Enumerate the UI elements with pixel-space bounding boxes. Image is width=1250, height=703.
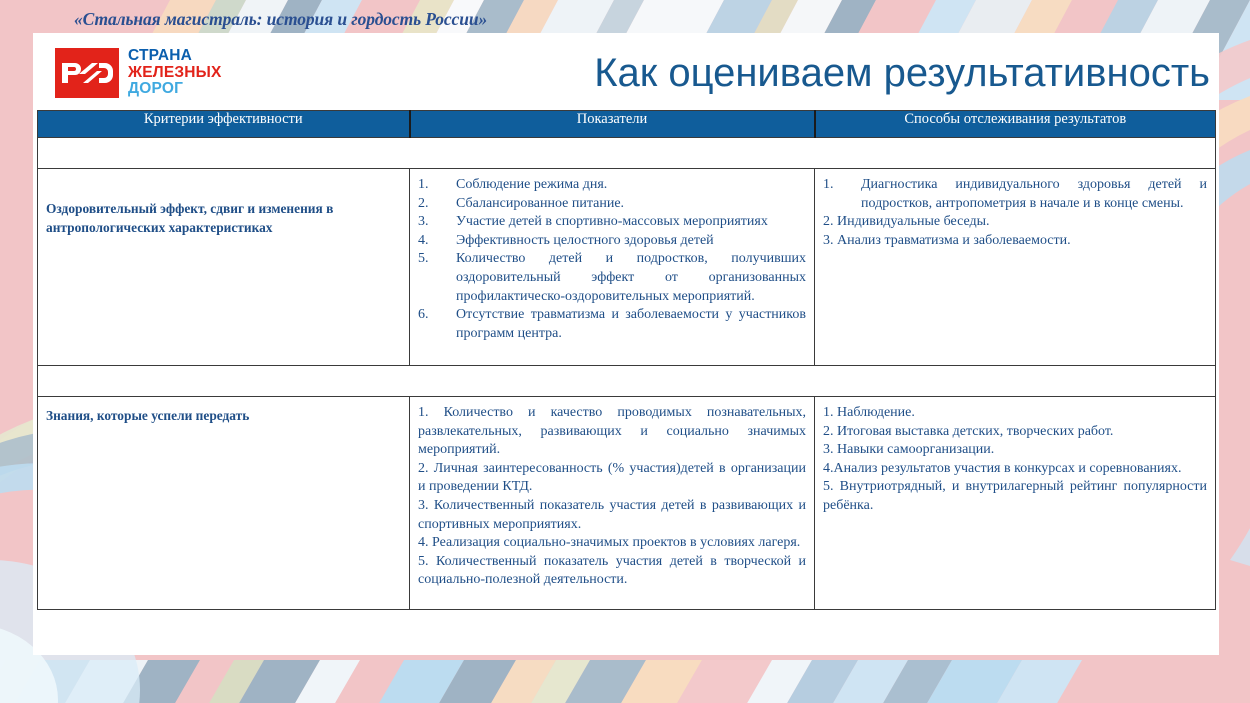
cell-methods (815, 169, 1216, 366)
list-item: 2. Итоговая выставка детских, творческих работ. (823, 423, 1114, 439)
list-marker: 1. (823, 177, 834, 192)
list-marker: 3. (418, 214, 429, 230)
method-list (823, 404, 1207, 516)
table-header-row (38, 111, 1216, 138)
list-text: Количество детей и подростков, получивших оздоровительный эффект от организованных профилактическо-оздоровительных мероприятий. (456, 251, 806, 304)
method-list (823, 176, 1207, 250)
list-item (418, 195, 806, 214)
list-marker: 6. (418, 307, 429, 323)
list-item: 5. Количественный показатель участия детей в творческой и социально-полезной деятельности. (418, 553, 806, 588)
rzd-logo-wordmark (128, 48, 222, 98)
deck-banner-title: «Стальная магистраль: история и гордость России» (74, 9, 488, 29)
list-marker: 1. (418, 177, 429, 192)
logo-line-3: ДОРОГ (128, 80, 184, 97)
table-row (38, 397, 1216, 610)
list-marker: 5. (418, 251, 429, 267)
list-item: 3. Анализ травматизма и заболеваемости. (823, 232, 1071, 248)
logo-line-2: ЖЕЛЕЗНЫХ (128, 63, 222, 81)
column-header-criteria: Критерии эффективности (38, 111, 410, 138)
list-text: Соблюдение режима дня. (456, 177, 608, 192)
list-marker: 2. (418, 195, 429, 211)
rzd-mark-icon (55, 48, 119, 98)
list-item: 2. Личная заинтересованность (% участия)детей в организации и проведении КТД. (418, 460, 806, 495)
list-text: Участие детей в спортивно-массовых мероприятиях (456, 214, 768, 230)
cell-criterion (38, 397, 410, 610)
list-text: Отсутствие травматизма и заболеваемости у участников программ центра. (456, 307, 806, 341)
list-item: 1. Наблюдение. (823, 405, 915, 420)
table-head (38, 111, 1216, 138)
list-item (418, 176, 806, 195)
spacer-row (38, 138, 1216, 169)
list-text: Диагностика индивидуального здоровья детей и подростков, антропометрия в начале и в конце смены. (861, 177, 1207, 211)
list-item (823, 176, 1207, 213)
criterion-text: Знания, которые успели передать (46, 408, 250, 423)
column-header-indicators: Показатели (410, 111, 815, 138)
list-item: 3. Навыки самоорганизации. (823, 442, 995, 458)
list-item: 2. Индивидуальные беседы. (823, 214, 990, 230)
list-item: 4. Реализация социально-значимых проектов в условиях лагеря. (418, 535, 801, 551)
cell-criterion (38, 169, 410, 366)
list-item: 1. Количество и качество проводимых познавательных, развлекательных, развивающих и социально значимых мероприятий. (418, 405, 806, 458)
cell-methods (815, 397, 1216, 610)
results-table-wrapper (37, 110, 1215, 610)
rzd-logo (55, 48, 222, 98)
spacer-cell (38, 366, 1216, 397)
slide-title: Как оцениваем результативность (594, 51, 1210, 95)
table-row (38, 169, 1216, 366)
list-text: Эффективность целостного здоровья детей (456, 232, 714, 248)
cell-indicators (410, 397, 815, 610)
table-body (38, 138, 1216, 610)
cell-indicators (410, 169, 815, 366)
list-item (418, 213, 806, 232)
list-item (418, 232, 806, 251)
list-item (418, 250, 806, 306)
spacer-row (38, 366, 1216, 397)
spacer-cell (38, 138, 1216, 169)
list-item: 4.Анализ результатов участия в конкурсах и соревнованиях. (823, 460, 1182, 476)
column-header-methods: Способы отслеживания результатов (815, 111, 1216, 138)
indicator-list (418, 404, 806, 590)
criterion-text: Оздоровительный эффект, сдвиг и изменения в антропологических характеристиках (46, 201, 334, 235)
list-item: 5. Внутриотрядный, и внутрилагерный рейтинг популярности ребёнка. (823, 479, 1207, 513)
list-item: 3. Количественный показатель участия детей в развивающих и спортивных мероприятиях. (418, 497, 806, 532)
list-marker: 4. (418, 232, 429, 248)
list-text: Сбалансированное питание. (456, 195, 625, 211)
indicator-list (418, 176, 806, 343)
logo-line-1: СТРАНА (128, 47, 193, 64)
list-item (418, 306, 806, 343)
results-table (37, 110, 1216, 610)
